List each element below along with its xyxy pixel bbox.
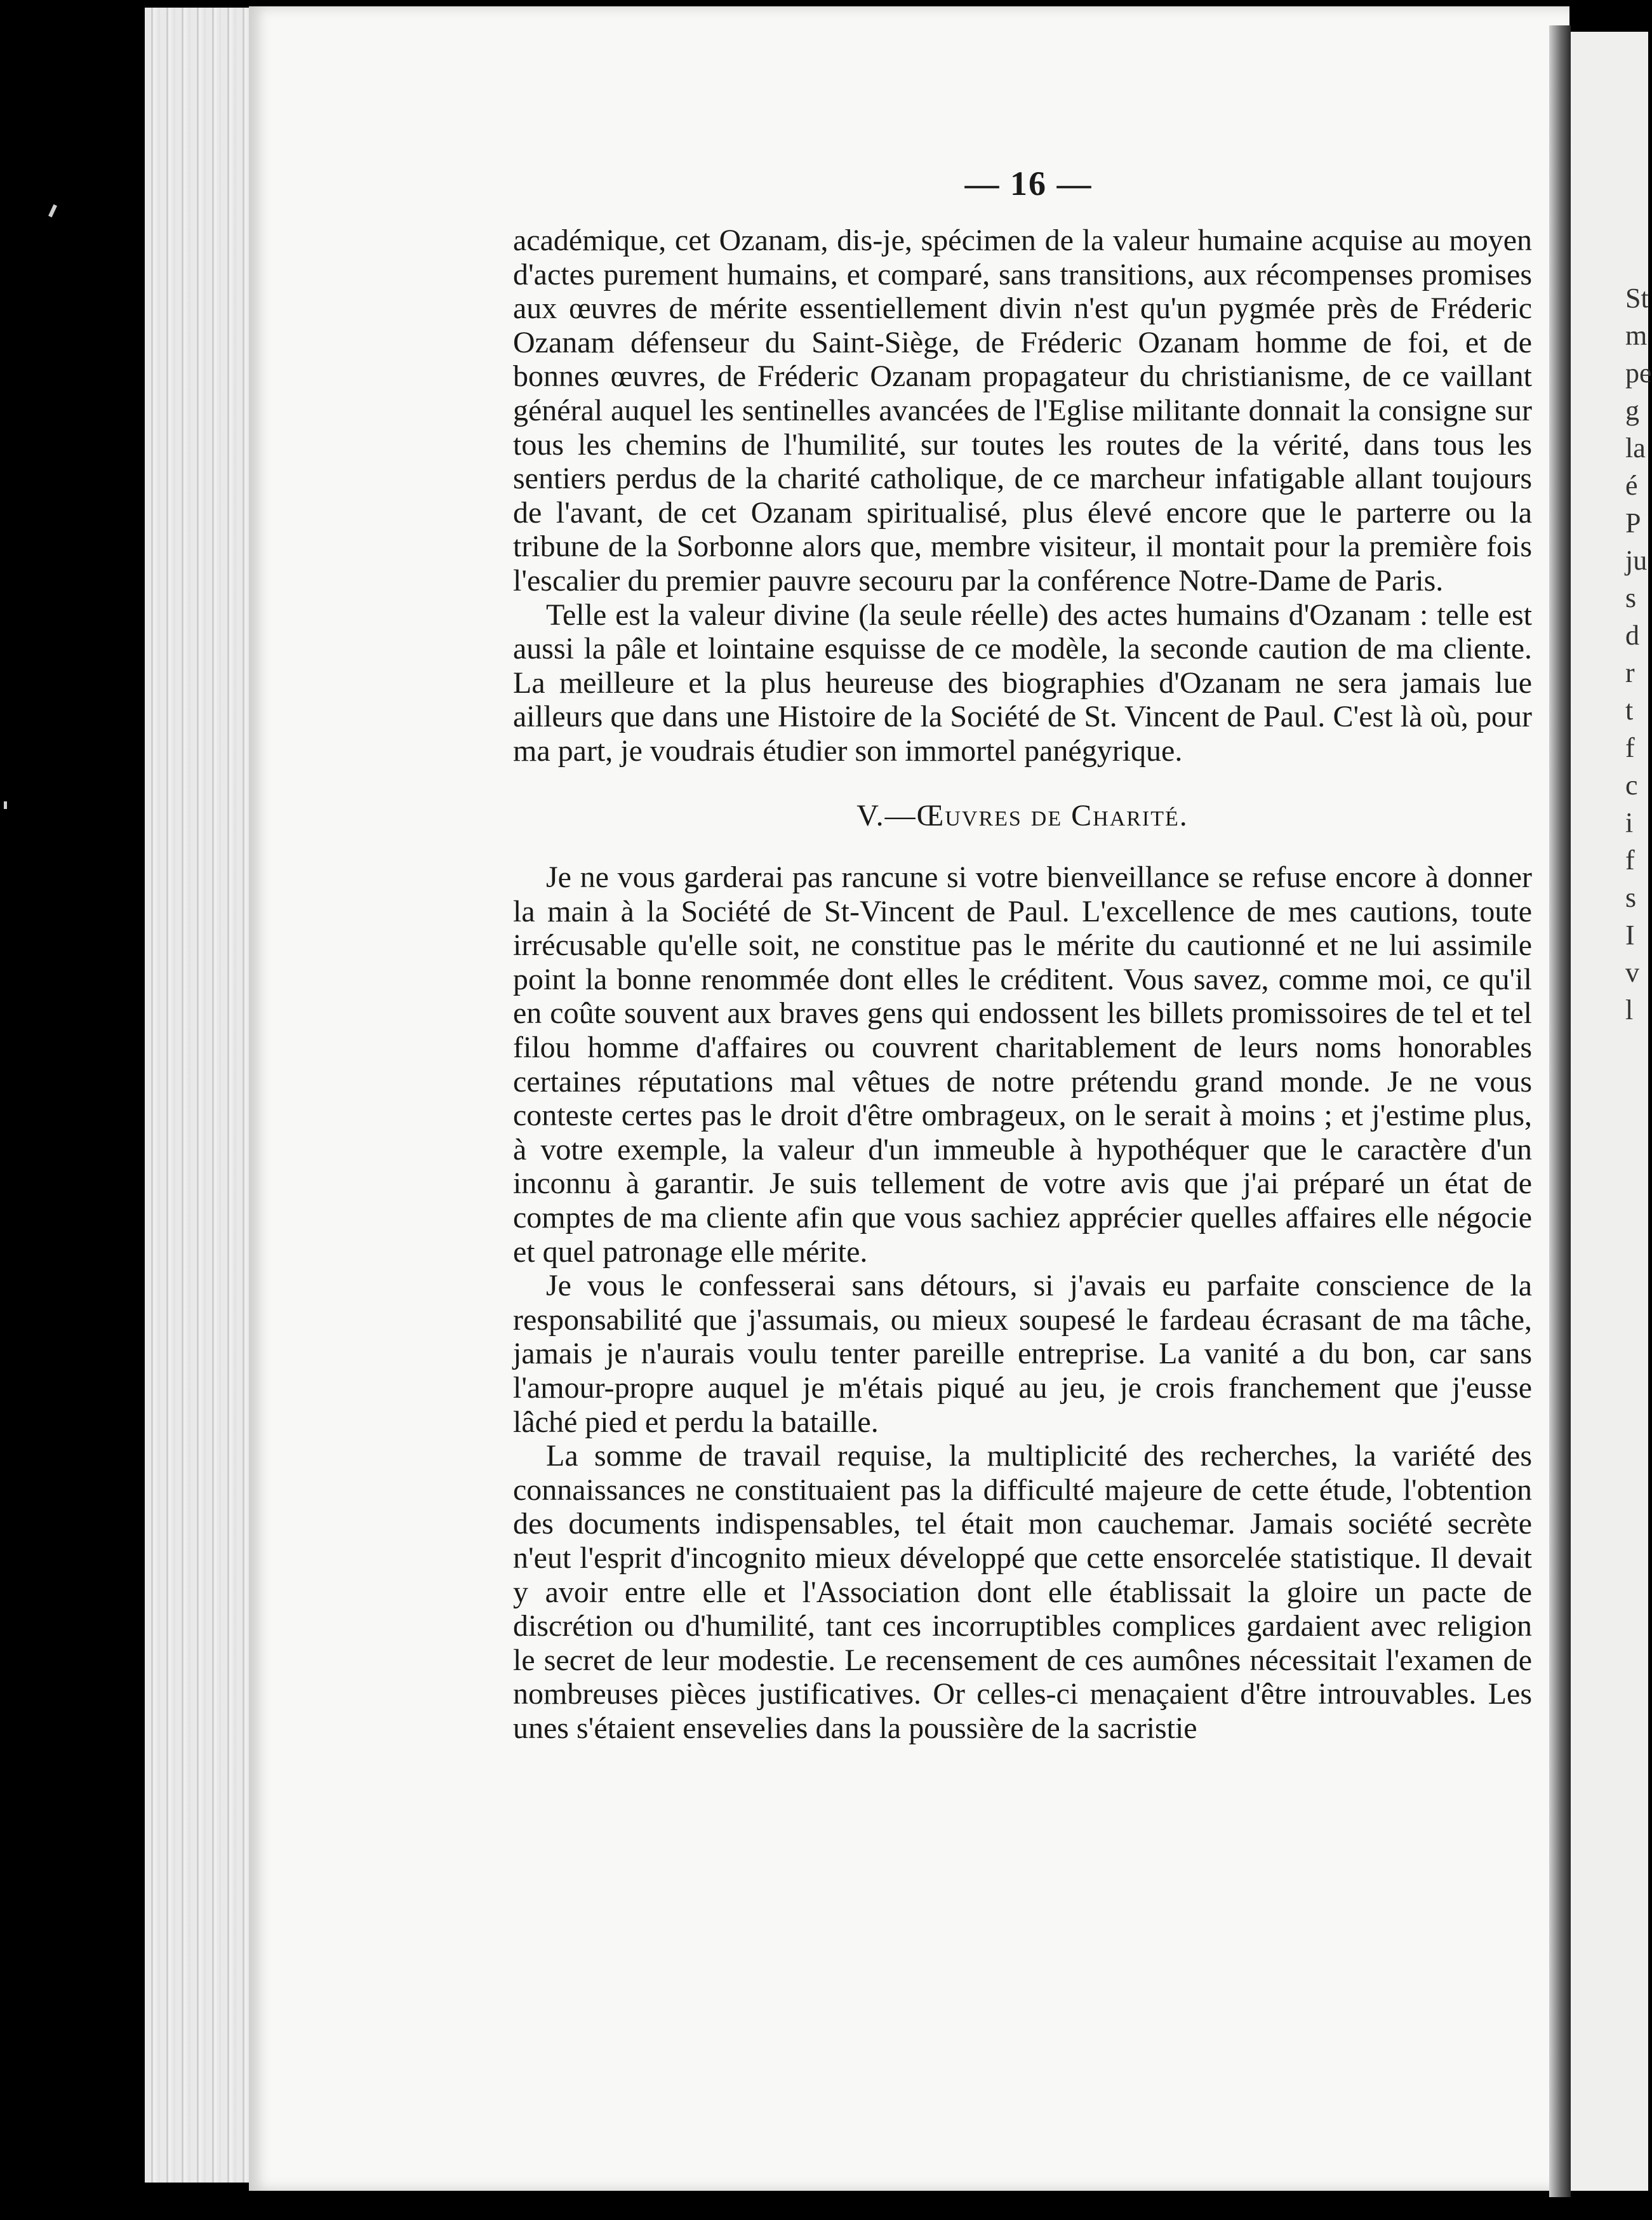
book-gutter [1549, 25, 1571, 2197]
paragraph: Je ne vous garderai pas rancune si votre bienveillance se refuse encore à donner la main à la Société de St-Vincent de Paul. L'excellence de mes cautions, toute irrécusable qu'elle soit, ne constitue pas le mérite du cautionné et ne lui assimile point la bonne renommée dont elles le créditent. Vous savez, comme moi, ce qu'il en coûte souvent aux braves gens qui endossent les billets promissoires de tel et tel filou homme d'affaires ou couvrent charitablement de leurs noms honorables certaines réputations mal vêtues de notre prétendu grand monde. Je ne vous conteste certes pas le droit d'être ombrageux, on le serait à moins ; et j'estime plus, à votre exemple, la valeur d'un immeuble à hypothéquer que le caractère d'un inconnu à garantir. Je suis tellement de votre avis que j'ai préparé un état de comptes de ma cliente afin que vous sachiez apprécier quelles affaires elle négocie et quel patronage elle mérite. [513, 860, 1532, 1269]
main-text [513, 224, 1532, 1746]
facing-page-text: St m pe g la é P ju s d r t f c i f s I v l [1625, 283, 1652, 1026]
paragraph: Je vous le confesserai sans détours, si j'avais eu parfaite conscience de la responsabilité que j'assumais, ou mieux soupesé le fardeau écrasant de ma tâche, jamais je n'aurais voulu tenter pareille entreprise. La vanité a du bon, car sans l'amour-propre auquel je m'étais piqué au jeu, je crois franchement que j'eusse lâché pied et perdu la bataille. [513, 1269, 1532, 1439]
paragraph: académique, cet Ozanam, dis-je, spécimen de la valeur humaine acquise au moyen d'actes purement humains, et comparé, sans transitions, aux récompenses promises aux œuvres de mérite essentiellement divin n'est qu'un pygmée près de Fréderic Ozanam défenseur du Saint-Siège, de Fréderic Ozanam homme de foi, et de bonnes œuvres, de Fréderic Ozanam propagateur du christianisme, de ce vaillant général auquel les sentinelles avancées de l'Eglise militante donnait la consigne sur tous les chemins de l'humilité, sur toutes les routes de la vérité, dans tous les sentiers perdus de la charité catholique, de ce marcheur infatigable allant toujours de l'avant, de cet Ozanam spiritualisé, plus élevé encore que le parterre ou la tribune de la Sorbonne alors que, membre visiteur, il montait pour la première fois l'escalier du premier pauvre secouru par la conférence Notre-Dame de Paris. [513, 224, 1532, 598]
page-edge-stack [145, 8, 265, 2183]
page-number: — 16 — [964, 164, 1093, 203]
scan-speck [4, 801, 7, 809]
section-title: V.—Œuvres de Charité. [856, 798, 1189, 832]
paragraph: La somme de travail requise, la multiplicité des recherches, la variété des connaissances ne constituaient pas la difficulté majeure de cette étude, l'obtention des documents indispensables, tel était mon cauchemar. Jamais société secrète n'eut l'esprit d'incognito mieux développé que cette ensorcelée statistique. Il devait y avoir entre elle et l'Association dont elle établissait la gloire un pacte de discrétion ou d'humilité, tant ces incorruptibles complices gardaient avec religion le secret de leur modestie. Le recensement de ces aumônes nécessitait l'examen de nombreuses pièces justificatives. Or celles-ci menaçaient d'être introuvables. Les unes s'étaient ensevelies dans la poussière de la sacristie [513, 1439, 1532, 1745]
scan-speck [48, 204, 57, 218]
paragraph: Telle est la valeur divine (la seule réelle) des actes humains d'Ozanam : telle est aussi la pâle et lointaine esquisse de ce modèle, la seconde caution de ma cliente. La meilleure et la plus heureuse des biographies d'Ozanam ne sera jamais lue ailleurs que dans une Histoire de la Société de St. Vincent de Paul. C'est là où, pour ma part, je voudrais étudier son immortel panégyrique. [513, 598, 1532, 768]
